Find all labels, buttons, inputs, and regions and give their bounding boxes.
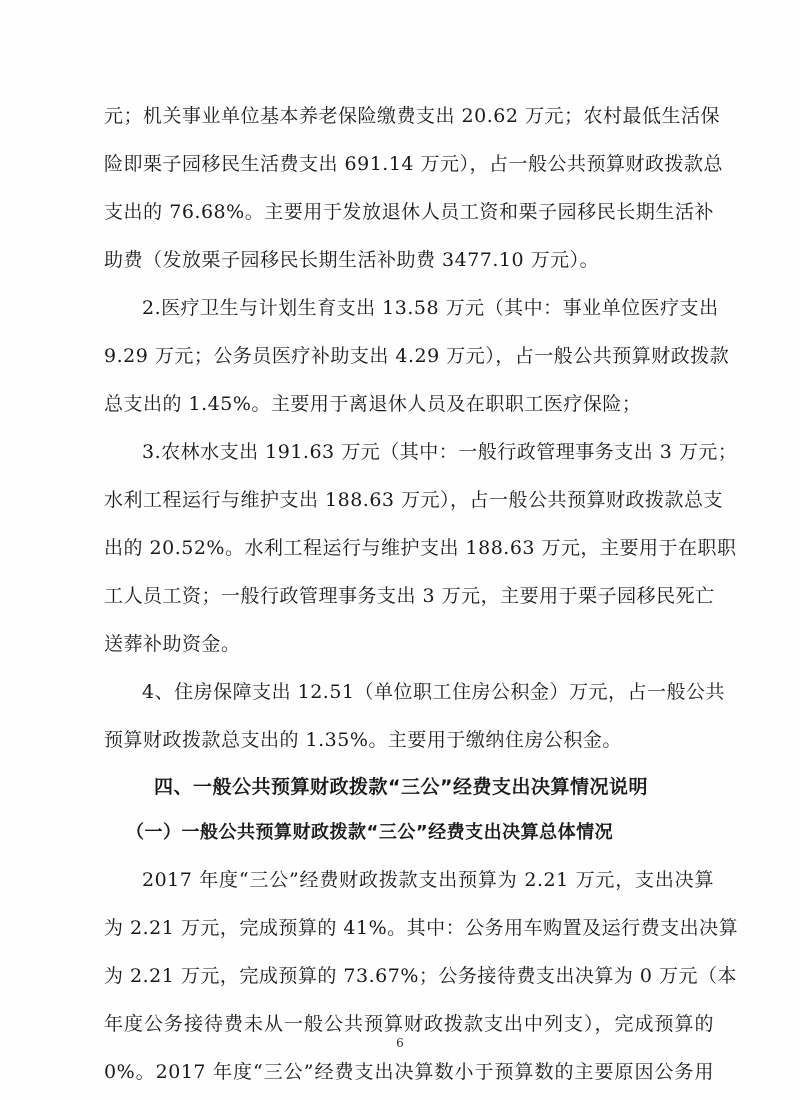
paragraph-line: 为 2.21 万元，完成预算的 41%。其中：公务用车购置及运行费支出决算 [104,917,739,939]
paragraph-line: 支出的 76.68%。主要用于发放退休人员工资和栗子园移民长期生活补 [104,201,714,223]
paragraph-line: 2.医疗卫生与计划生育支出 13.58 万元（其中：事业单位医疗支出 [142,297,719,319]
paragraph-line: 0%。2017 年度“三公”经费支出决算数小于预算数的主要原因公务用 [104,1061,714,1083]
paragraph-line: 助费（发放栗子园移民长期生活补助费 3477.10 万元）。 [104,249,600,271]
document-body [104,92,739,1096]
section-heading: 四、一般公共预算财政拨款“三公”经费支出决算情况说明 [154,776,648,798]
paragraph-line: 送葬补助资金。 [104,633,241,655]
paragraph-line: 2017 年度“三公”经费财政拨款支出预算为 2.21 万元，支出决算 [142,869,714,891]
paragraph-line: 9.29 万元；公务员医疗补助支出 4.29 万元），占一般公共预算财政拨款 [104,345,730,367]
paragraph-line: 预算财政拨款总支出的 1.35%。主要用于缴纳住房公积金。 [104,729,622,751]
paragraph-line: 年度公务接待费未从一般公共预算财政拨款支出中列支），完成预算的 [104,1013,714,1035]
paragraph-line: 工人员工资；一般行政管理事务支出 3 万元，主要用于栗子园移民死亡 [104,585,715,607]
paragraph-line: 4、住房保障支出 12.51（单位职工住房公积金）万元，占一般公共 [142,681,726,703]
paragraph-line: 出的 20.52%。水利工程运行与维护支出 188.63 万元，主要用于在职职 [104,537,737,559]
paragraph-line: 为 2.21 万元，完成预算的 73.67%；公务接待费支出决算为 0 万元（本 [104,965,738,987]
subsection-heading: （一）一般公共预算财政拨款“三公”经费支出决算总体情况 [126,822,614,843]
page-number: 6 [396,1036,404,1050]
paragraph-line: 总支出的 1.45%。主要用于离退休人员及在职职工医疗保险； [104,393,642,415]
paragraph-line: 3.农林水支出 191.63 万元（其中：一般行政管理事务支出 3 万元； [142,441,738,463]
paragraph-line: 险即栗子园移民生活费支出 691.14 万元），占一般公共预算财政拨款总 [104,153,724,175]
paragraph-line: 水利工程运行与维护支出 188.63 万元），占一般公共预算财政拨款总支 [104,489,724,511]
paragraph-line: 元；机关事业单位基本养老保险缴费支出 20.62 万元；农村最低生活保 [104,105,720,127]
